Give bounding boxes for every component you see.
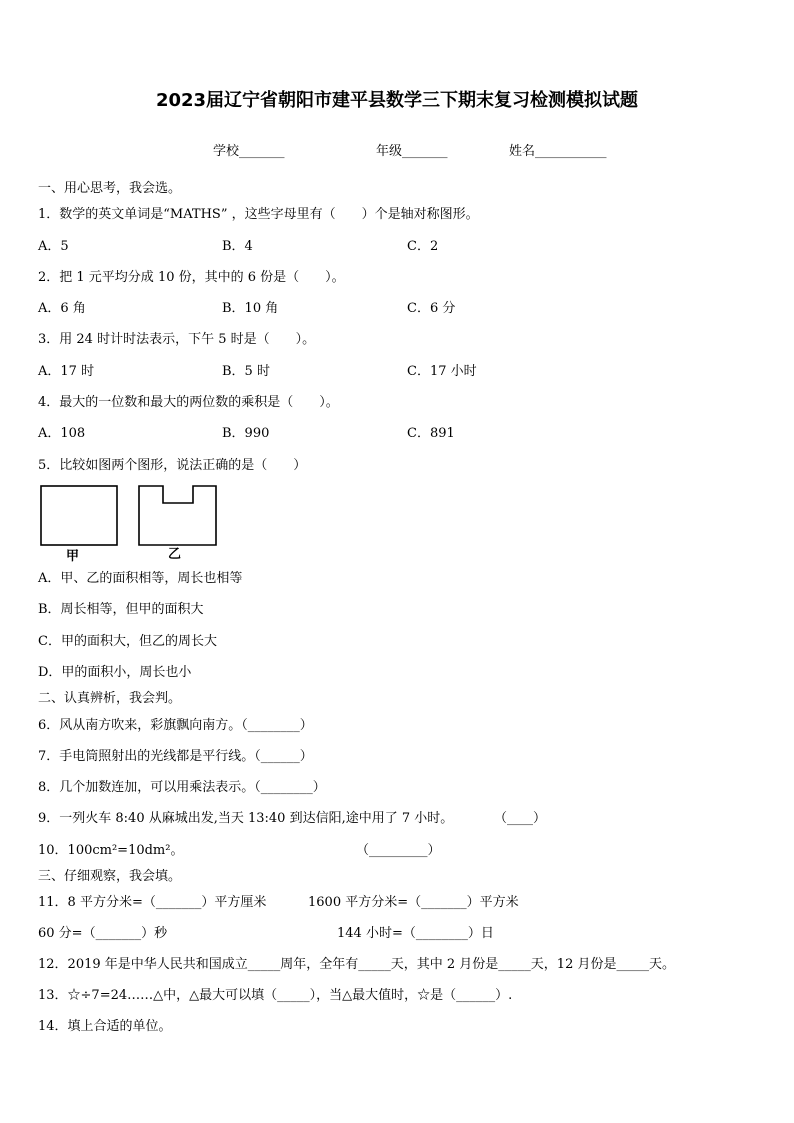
- q2-option-b: B．10 角: [222, 301, 279, 316]
- section2-heading: 二、认真辨析，我会判。: [38, 691, 182, 706]
- q3-text: 3．用 24 时计时法表示，下午 5 时是（ ）。: [38, 332, 316, 347]
- q2-option-a: A．6 角: [38, 301, 86, 316]
- q10-text: 10．100cm²=10dm²。: [38, 843, 184, 858]
- shape-yi: [139, 486, 216, 545]
- q10-blank: （_________）: [356, 843, 441, 858]
- q5-option-c: C．甲的面积大，但乙的周长大: [38, 634, 217, 649]
- q6-text: 6．风从南方吹来，彩旗飘向南方。（________）: [38, 718, 313, 733]
- q5-option-a: A．甲、乙的面积相等，周长也相等: [38, 571, 243, 586]
- label-yi: 乙: [168, 547, 182, 562]
- q5-text: 5．比较如图两个图形，说法正确的是（ ）: [38, 458, 307, 473]
- section3-heading: 三、仔细观察，我会填。: [38, 869, 182, 884]
- q4-option-a: A．108: [38, 426, 86, 441]
- q11-part-a: 11．8 平方分米=（_______）平方厘米: [38, 895, 267, 910]
- q5-option-d: D．甲的面积小，周长也小: [38, 665, 192, 680]
- section1-heading: 一、用心思考，我会选。: [38, 181, 182, 196]
- q11-part-d: 144 小时=（________）日: [337, 926, 494, 941]
- q13-text: 13．☆÷7=24……△中，△最大可以填（_____），当△最大值时，☆是（______）.: [38, 988, 513, 1003]
- q3-option-a: A．17 时: [38, 364, 95, 379]
- q11-part-c: 60 分=（_______）秒: [38, 926, 168, 941]
- q5-option-b: B．周长相等，但甲的面积大: [38, 602, 204, 617]
- q14-text: 14．填上合适的单位。: [38, 1019, 172, 1034]
- q7-text: 7．手电筒照射出的光线都是平行线。（______）: [38, 749, 313, 764]
- q4-text: 4．最大的一位数和最大的两位数的乘积是（ ）。: [38, 395, 339, 410]
- q8-text: 8．几个加数连加，可以用乘法表示。（________）: [38, 780, 326, 795]
- q3-option-c: C．17 小时: [407, 364, 477, 379]
- school-field: 学校_______: [213, 144, 285, 159]
- q1-option-b: B．4: [222, 239, 253, 254]
- page-title: 2023届辽宁省朝阳市建平县数学三下期末复习检测模拟试题: [155, 90, 639, 111]
- q12-text: 12．2019 年是中华人民共和国成立_____周年，全年有_____天，其中 2 月份是_____天，12 月份是_____天。: [38, 957, 675, 972]
- q2-option-c: C．6 分: [407, 301, 456, 316]
- q3-option-b: B．5 时: [222, 364, 270, 379]
- q9-text: 9．一列火车 8:40 从麻城出发,当天 13:40 到达信阳,途中用了 7 小时。: [38, 811, 454, 826]
- q1-option-a: A．5: [38, 239, 69, 254]
- q1-text: 1．数学的英文单词是“MATHS” ，这些字母里有（ ）个是轴对称图形。: [38, 207, 479, 222]
- q4-option-c: C．891: [407, 426, 455, 441]
- label-jia: 甲: [66, 549, 80, 564]
- q4-option-b: B．990: [222, 426, 270, 441]
- q2-text: 2．把 1 元平均分成 10 份，其中的 6 份是（ ）。: [38, 270, 345, 285]
- shape-jia: [41, 486, 117, 545]
- q9-blank: （____）: [494, 811, 547, 826]
- q1-option-c: C．2: [407, 239, 439, 254]
- grade-field: 年级_______: [376, 144, 448, 159]
- name-field: 姓名___________: [509, 144, 607, 159]
- q5-figure: [38, 482, 228, 564]
- q11-part-b: 1600 平方分米=（_______）平方米: [308, 895, 519, 910]
